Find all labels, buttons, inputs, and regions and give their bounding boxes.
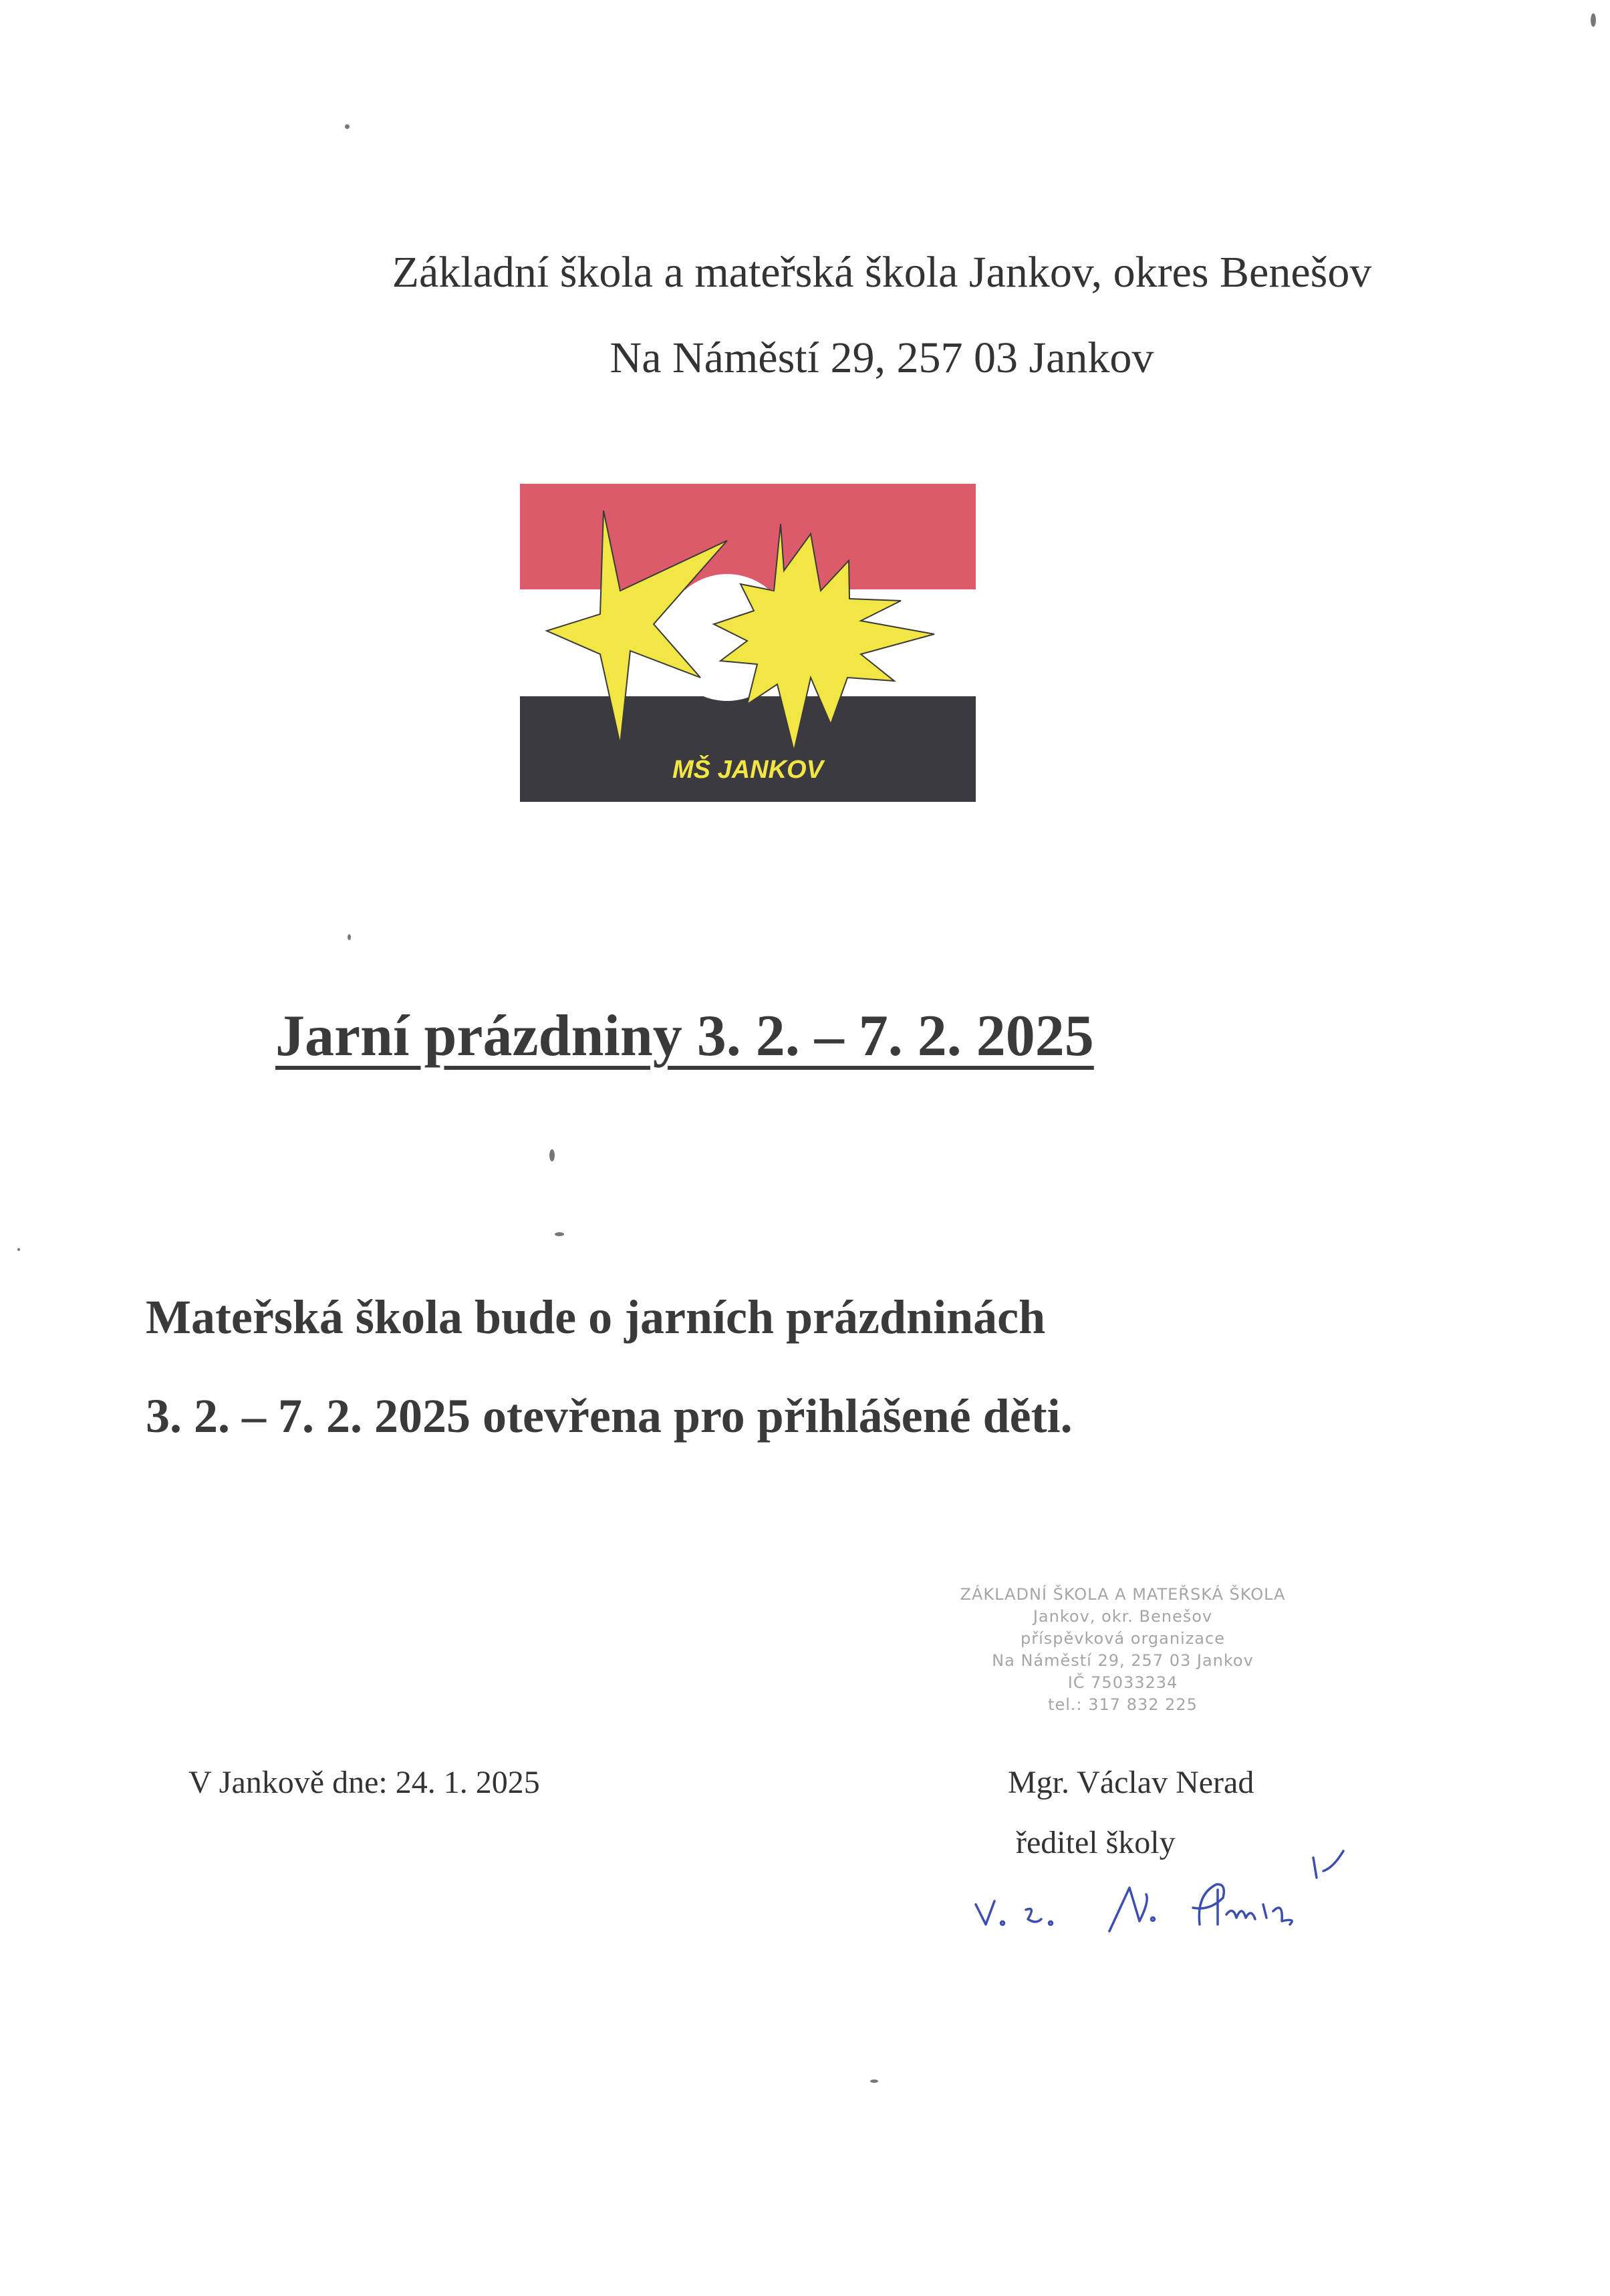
scan-speck: [17, 1248, 20, 1251]
stamp-line: Na Náměstí 29, 257 03 Jankov: [992, 1651, 1254, 1670]
school-stamp: [909, 1584, 1337, 1744]
scan-speck: [549, 1149, 555, 1161]
scan-speck: [345, 124, 350, 129]
logo-band-top: [520, 484, 976, 589]
scan-speck: [1591, 13, 1596, 27]
stamp-line: příspěvková organizace: [1021, 1629, 1225, 1648]
handwritten-signature: [969, 1831, 1383, 1945]
notice-line-1: Mateřská škola bude o jarních prázdninách: [146, 1290, 1046, 1344]
signer-role: ředitel školy: [1016, 1825, 1176, 1860]
scan-speck: [870, 2079, 878, 2083]
scan-speck: [348, 934, 351, 940]
school-name: Základní škola a mateřská škola Jankov, okres Benešov: [392, 248, 1372, 297]
stamp-line: ZÁKLADNÍ ŠKOLA A MATEŘSKÁ ŠKOLA: [960, 1585, 1286, 1604]
logo-band-bottom: [520, 696, 976, 802]
signer-name: Mgr. Václav Nerad: [1008, 1765, 1254, 1800]
notice-line-2: 3. 2. – 7. 2. 2025 otevřena pro přihlášené děti.: [146, 1389, 1073, 1443]
notice-title: Jarní prázdniny 3. 2. – 7. 2. 2025: [275, 1004, 1094, 1068]
school-address: Na Náměstí 29, 257 03 Jankov: [610, 333, 1154, 382]
stamp-line: IČ 75033234: [1067, 1673, 1178, 1692]
stamp-line: tel.: 317 832 225: [1048, 1695, 1198, 1714]
logo-text: MŠ JANKOV: [672, 756, 823, 784]
school-logo: [520, 484, 976, 802]
scan-speck: [555, 1232, 564, 1236]
date-line: V Jankově dne: 24. 1. 2025: [188, 1765, 540, 1800]
stamp-line: Jankov, okr. Benešov: [1033, 1607, 1213, 1626]
